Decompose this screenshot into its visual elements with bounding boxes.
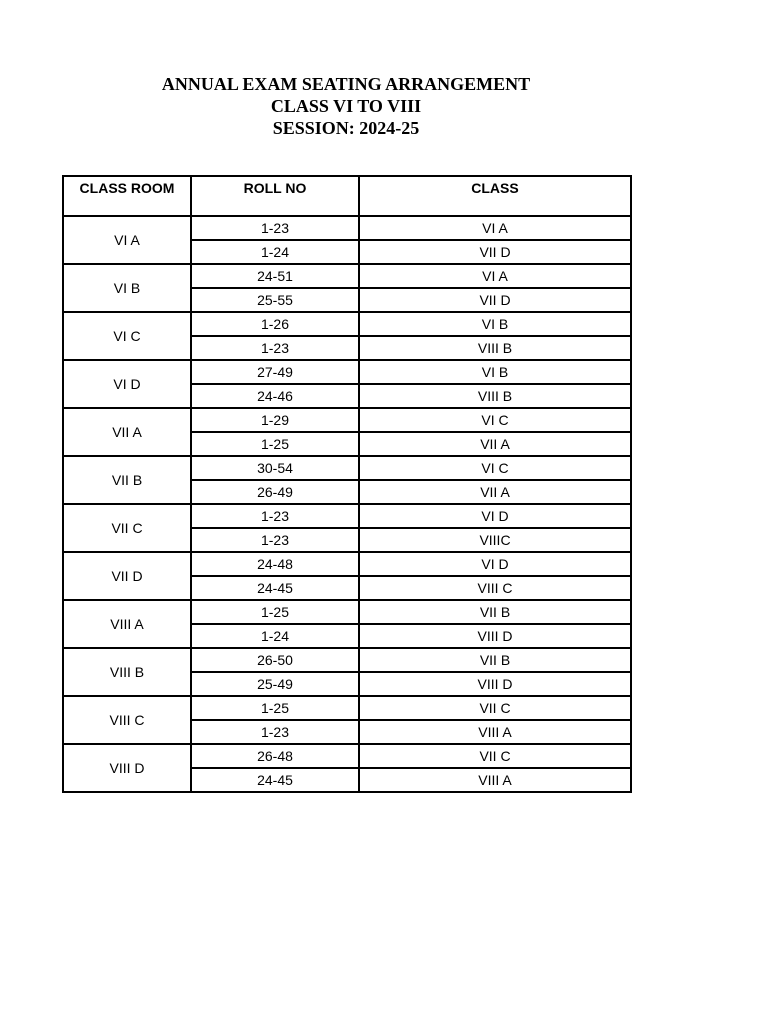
roll-no-cell: 1-23 [191, 216, 359, 240]
class-cell: VII B [359, 600, 631, 624]
heading-session: SESSION: 2024-25 [272, 118, 420, 138]
class-cell: VIII A [359, 768, 631, 792]
class-room-cell: VII D [63, 552, 191, 600]
table-row [63, 360, 631, 384]
heading-title: ANNUAL EXAM SEATING ARRANGEMENT [161, 74, 531, 94]
document-heading [62, 73, 630, 139]
roll-no-cell: 1-25 [191, 696, 359, 720]
seating-table-body [63, 216, 631, 792]
class-cell: VII C [359, 696, 631, 720]
class-room-cell: VI A [63, 216, 191, 264]
roll-no-cell: 30-54 [191, 456, 359, 480]
table-row [63, 264, 631, 288]
class-cell: VII C [359, 744, 631, 768]
roll-no-cell: 1-24 [191, 240, 359, 264]
class-cell: VI A [359, 216, 631, 240]
roll-no-cell: 1-23 [191, 720, 359, 744]
roll-no-cell: 24-45 [191, 768, 359, 792]
roll-no-cell: 1-23 [191, 504, 359, 528]
roll-no-cell: 25-55 [191, 288, 359, 312]
table-row [63, 696, 631, 720]
class-room-cell: VI B [63, 264, 191, 312]
class-room-cell: VI C [63, 312, 191, 360]
roll-no-cell: 26-49 [191, 480, 359, 504]
class-room-cell: VII B [63, 456, 191, 504]
class-room-cell: VII A [63, 408, 191, 456]
table-row [63, 552, 631, 576]
class-room-cell: VI D [63, 360, 191, 408]
roll-no-cell: 24-48 [191, 552, 359, 576]
roll-no-cell: 25-49 [191, 672, 359, 696]
roll-no-cell: 1-29 [191, 408, 359, 432]
roll-no-cell: 24-46 [191, 384, 359, 408]
table-row [63, 744, 631, 768]
class-room-cell: VIII B [63, 648, 191, 696]
class-cell: VII B [359, 648, 631, 672]
class-cell: VIII C [359, 576, 631, 600]
class-cell: VI D [359, 552, 631, 576]
roll-no-cell: 1-23 [191, 336, 359, 360]
seating-table [62, 175, 632, 793]
column-header-roll-no: ROLL NO [191, 176, 359, 216]
class-cell: VII A [359, 432, 631, 456]
seating-table-header [63, 176, 631, 216]
class-room-cell: VIII D [63, 744, 191, 792]
class-cell: VIII B [359, 384, 631, 408]
class-cell: VIII D [359, 624, 631, 648]
class-cell: VIII D [359, 672, 631, 696]
column-header-class: CLASS [359, 176, 631, 216]
class-cell: VII A [359, 480, 631, 504]
class-room-cell: VIII C [63, 696, 191, 744]
roll-no-cell: 26-48 [191, 744, 359, 768]
class-cell: VI B [359, 360, 631, 384]
table-row [63, 216, 631, 240]
heading-classes: CLASS VI TO VIII [270, 96, 422, 116]
roll-no-cell: 1-23 [191, 528, 359, 552]
class-cell: VI A [359, 264, 631, 288]
class-cell: VIII B [359, 336, 631, 360]
class-room-cell: VIII A [63, 600, 191, 648]
roll-no-cell: 1-25 [191, 432, 359, 456]
column-header-class-room: CLASS ROOM [63, 176, 191, 216]
class-cell: VII D [359, 288, 631, 312]
roll-no-cell: 1-24 [191, 624, 359, 648]
table-row [63, 456, 631, 480]
roll-no-cell: 1-26 [191, 312, 359, 336]
class-cell: VII D [359, 240, 631, 264]
table-row [63, 600, 631, 624]
class-cell: VI C [359, 456, 631, 480]
roll-no-cell: 24-45 [191, 576, 359, 600]
class-cell: VI C [359, 408, 631, 432]
class-cell: VIIIC [359, 528, 631, 552]
class-room-cell: VII C [63, 504, 191, 552]
class-cell: VI B [359, 312, 631, 336]
roll-no-cell: 24-51 [191, 264, 359, 288]
roll-no-cell: 26-50 [191, 648, 359, 672]
roll-no-cell: 27-49 [191, 360, 359, 384]
header-row [63, 176, 631, 216]
table-row [63, 408, 631, 432]
roll-no-cell: 1-25 [191, 600, 359, 624]
table-row [63, 648, 631, 672]
class-cell: VI D [359, 504, 631, 528]
class-cell: VIII A [359, 720, 631, 744]
table-row [63, 312, 631, 336]
table-row [63, 504, 631, 528]
